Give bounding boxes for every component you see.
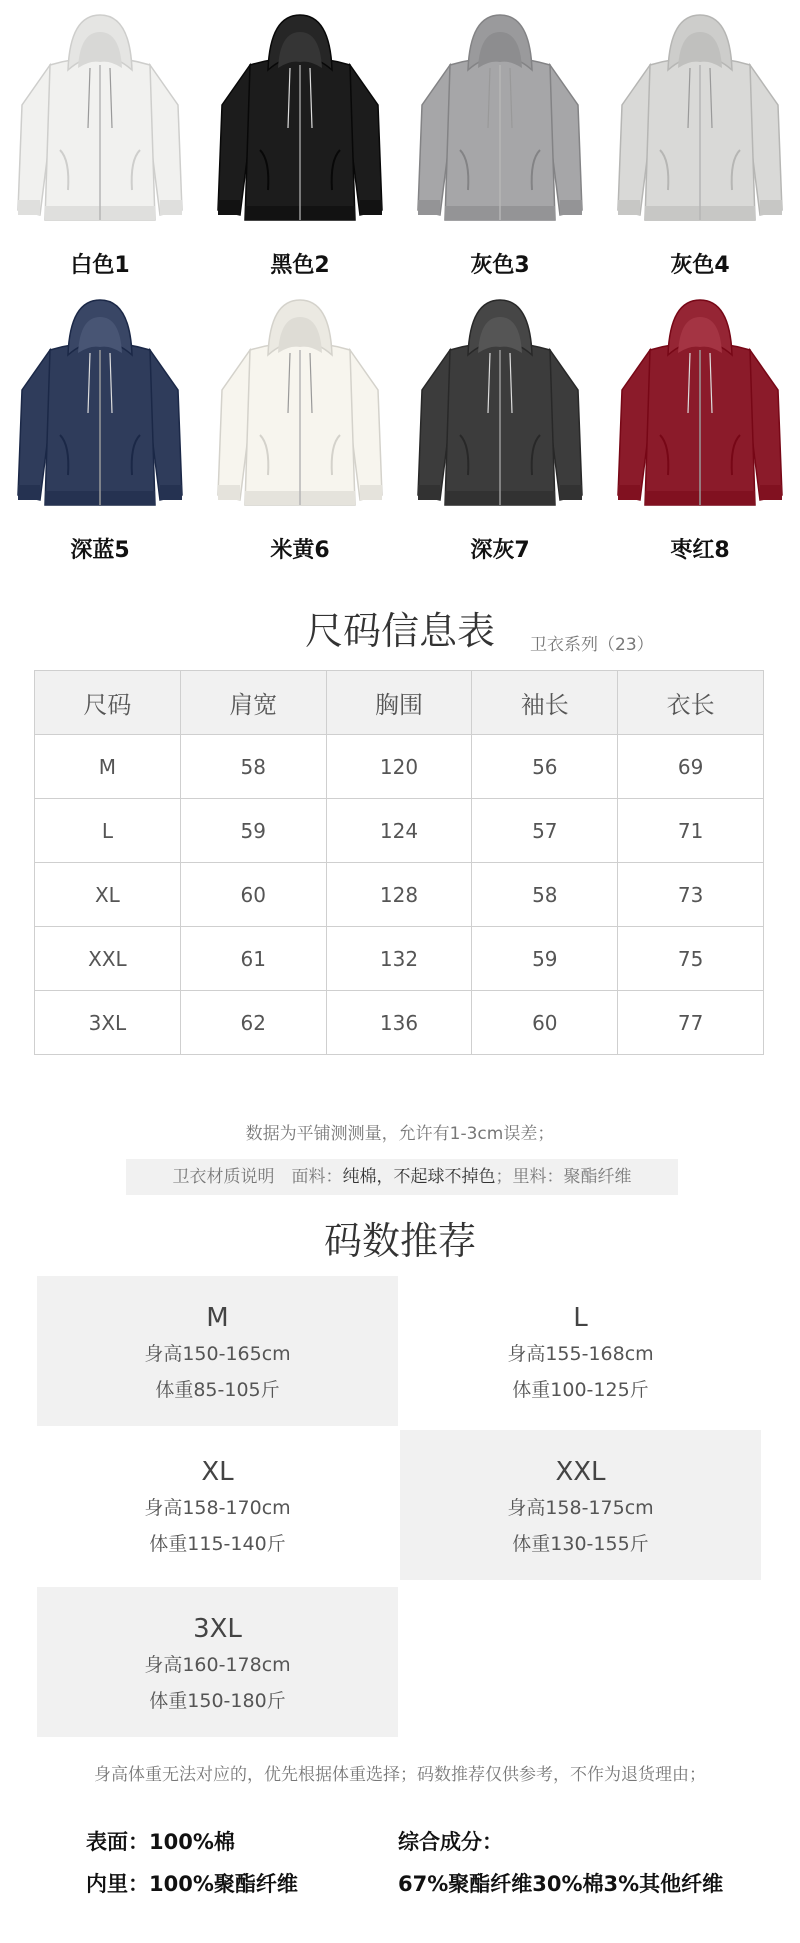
cell: L [35,799,181,863]
table-row [35,863,764,927]
cell: 69 [618,735,764,799]
composition-overall: 67%聚酯纤维30%棉3%其他纤维 [398,1872,724,1896]
cell: 59 [180,799,326,863]
size-chart-series: 卫衣系列（23） [530,635,654,655]
measure-note: 数据为平铺测测量，允许有1-3cm误差； [245,1124,555,1144]
recommend-title: 码数推荐 [323,1219,476,1263]
right-cuff [160,485,182,500]
recommend-card-xxl [400,1430,761,1580]
cell: 75 [618,927,764,991]
recommend-card-3xl [37,1587,398,1737]
hoodie-image [410,10,590,240]
cell: 128 [326,863,472,927]
product-black-2[interactable] [200,10,400,279]
right-cuff [560,485,582,500]
recommend-size: XXL [555,1457,606,1487]
recommend-card-l [400,1276,761,1426]
product-label: 灰色4 [670,253,730,278]
table-header-row [35,671,764,735]
product-label: 灰色3 [470,253,530,278]
recommend-weight: 体重100-125斤 [512,1379,649,1401]
hoodie-image [10,295,190,525]
recommend-card-xl [37,1430,398,1580]
left-cuff [218,200,240,215]
cell: 60 [472,991,618,1055]
cell: 77 [618,991,764,1055]
cell: 56 [472,735,618,799]
cell: 58 [180,735,326,799]
product-navy-5[interactable] [0,295,200,564]
header-size: 尺码 [35,671,181,735]
product-label: 枣红8 [670,538,730,563]
material-info [126,1159,678,1195]
material-mid: ；里料： [495,1167,564,1187]
header-chest: 胸围 [326,671,472,735]
table-row [35,735,764,799]
left-cuff [218,485,240,500]
hoodie-image [210,295,390,525]
recommend-size: L [573,1303,588,1333]
left-cuff [18,200,40,215]
right-cuff [760,485,782,500]
composition-overall-label: 综合成分： [398,1830,503,1854]
material-lining: 聚酯纤维 [563,1167,632,1187]
cell: XL [35,863,181,927]
product-label: 米黄6 [270,538,330,563]
cell: 60 [180,863,326,927]
left-cuff [618,485,640,500]
product-grey-4[interactable] [600,10,800,279]
left-cuff [418,200,440,215]
recommend-height: 身高160-178cm [144,1654,291,1676]
composition-surface: 表面：100%棉 [86,1830,235,1854]
right-cuff [360,200,382,215]
product-label: 黑色2 [270,253,330,278]
size-chart-table [34,670,764,1055]
recommend-weight: 体重130-155斤 [512,1533,649,1555]
recommend-size: XL [201,1457,234,1487]
left-cuff [418,485,440,500]
recommend-size: 3XL [193,1614,242,1644]
material-fabric: 纯棉，不起球不掉色 [342,1167,496,1187]
right-cuff [560,200,582,215]
cell: 73 [618,863,764,927]
cell: 59 [472,927,618,991]
recommend-height: 身高155-168cm [507,1343,654,1365]
right-cuff [360,485,382,500]
table-row [35,991,764,1055]
hoodie-image [610,10,790,240]
recommend-weight: 体重115-140斤 [149,1533,286,1555]
left-cuff [18,485,40,500]
recommend-card-m [37,1276,398,1426]
cell: 62 [180,991,326,1055]
cell: 124 [326,799,472,863]
cell: M [35,735,181,799]
product-label: 深灰7 [470,538,530,563]
header-length: 衣长 [618,671,764,735]
recommend-weight: 体重85-105斤 [155,1379,280,1401]
recommend-height: 身高158-170cm [144,1497,291,1519]
cell: 120 [326,735,472,799]
recommend-size: M [206,1303,229,1333]
cell: 57 [472,799,618,863]
cell: XXL [35,927,181,991]
product-white-1[interactable] [0,10,200,279]
cell: 136 [326,991,472,1055]
product-label: 白色1 [70,253,130,278]
table-row [35,927,764,991]
cell: 71 [618,799,764,863]
header-shoulder: 肩宽 [180,671,326,735]
hoodie-image [610,295,790,525]
composition-lining: 内里：100%聚酯纤维 [86,1872,298,1896]
recommend-height: 身高150-165cm [144,1343,291,1365]
product-burgundy-8[interactable] [600,295,800,564]
left-cuff [618,200,640,215]
product-dark-grey-7[interactable] [400,295,600,564]
recommend-height: 身高158-175cm [507,1497,654,1519]
product-beige-6[interactable] [200,295,400,564]
cell: 132 [326,927,472,991]
cell: 61 [180,927,326,991]
recommend-weight: 体重150-180斤 [149,1690,286,1712]
material-prefix: 卫衣材质说明 面料： [172,1167,343,1187]
disclaimer: 身高体重无法对应的，优先根据体重选择；码数推荐仅供参考，不作为退货理由； [94,1765,706,1785]
hoodie-image [410,295,590,525]
product-grey-3[interactable] [400,10,600,279]
product-label: 深蓝5 [70,538,130,563]
hoodie-image [10,10,190,240]
header-sleeve: 袖长 [472,671,618,735]
right-cuff [760,200,782,215]
hoodie-image [210,10,390,240]
table-row [35,799,764,863]
cell: 3XL [35,991,181,1055]
cell: 58 [472,863,618,927]
right-cuff [160,200,182,215]
size-chart-title: 尺码信息表 [304,609,495,653]
